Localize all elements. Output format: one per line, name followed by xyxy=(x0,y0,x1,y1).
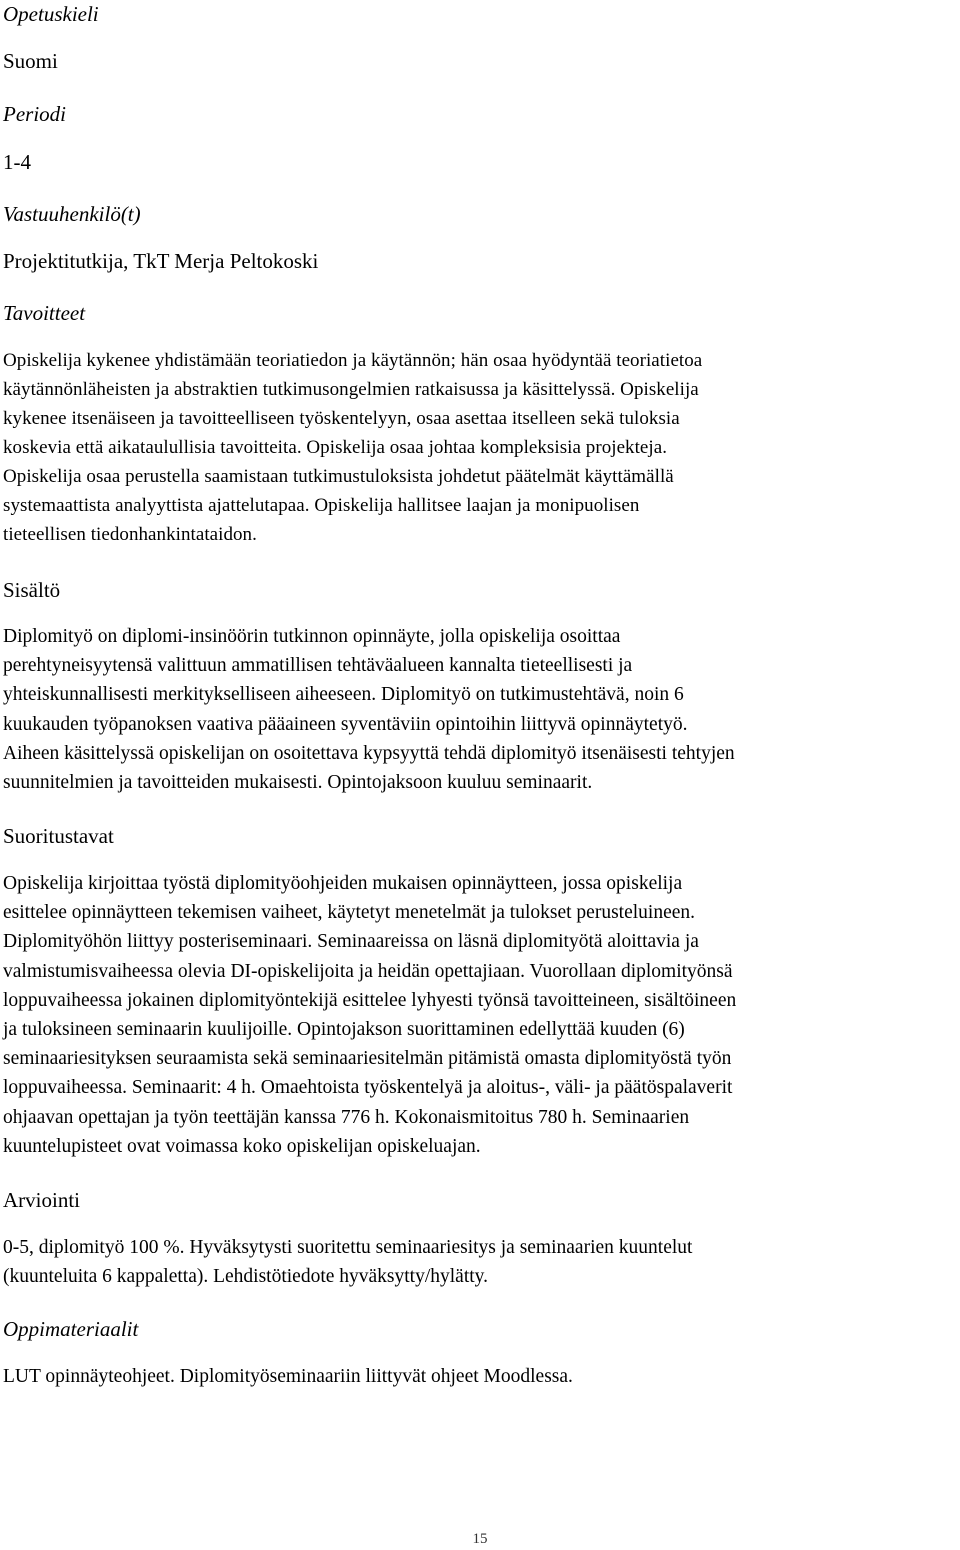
responsible-value-block xyxy=(3,248,318,274)
goals-paragraph xyxy=(3,346,702,549)
section-content xyxy=(3,577,60,603)
content-line: yhteiskunnallisesti merkitykselliseen aiheeseen. Diplomityö on tutkimustehtävä, noin 6 xyxy=(3,684,684,706)
section-period xyxy=(3,101,66,127)
section-methods xyxy=(3,823,114,849)
goals-line: kykenee itsenäiseen ja tavoitteelliseen työskentelyyn, osaa asettaa itselleen sekä tuloksia xyxy=(3,408,680,429)
methods-line: loppuvaiheessa. Seminaarit: 4 h. Omaehtoista työskentelyä ja aloitus-, väli- ja päätöspalaverit xyxy=(3,1077,733,1099)
goals-line: koskevia että aikataulullisia tavoitteita. Opiskelija osaa johtaa kompleksisia projekteja. xyxy=(3,437,668,458)
content-heading: Sisältö xyxy=(3,578,61,602)
language-value: Suomi xyxy=(3,49,58,73)
responsible-heading: Vastuuhenkilö(t) xyxy=(3,202,141,226)
materials-line: LUT opinnäyteohjeet. Diplomityöseminaariin liittyvät ohjeet Moodlessa. xyxy=(3,1366,573,1387)
methods-line: esittelee opinnäytteen tekemisen vaiheet, käytetyt menetelmät ja tulokset perusteluineen. xyxy=(3,902,696,924)
methods-line: valmistumisvaiheessa olevia DI-opiskelijoita ja heidän opettajiaan. Vuorollaan diplomityönsä xyxy=(3,960,733,982)
methods-line: kuuntelupisteet ovat voimassa koko opiskelijan opiskeluajan. xyxy=(3,1135,481,1157)
section-language xyxy=(3,1,99,27)
materials-paragraph xyxy=(3,1362,573,1391)
period-value: 1-4 xyxy=(3,150,31,174)
language-heading: Opetuskieli xyxy=(3,2,99,26)
methods-line: ja tuloksineen seminaarin kuulijoille. Opintojakson suorittaminen edellyttää kuuden (6) xyxy=(3,1019,685,1041)
methods-heading: Suoritustavat xyxy=(3,824,114,848)
methods-line: Opiskelija kirjoittaa työstä diplomityöohjeiden mukaisen opinnäytteen, jossa opiskelija xyxy=(3,873,683,894)
content-paragraph xyxy=(3,622,735,797)
goals-line: tieteellisen tiedonhankintataidon. xyxy=(3,524,257,545)
assessment-line: 0-5, diplomityö 100 %. Hyväksytysti suoritettu seminaariesitys ja seminaarien kuuntelut xyxy=(3,1237,693,1258)
assessment-heading: Arviointi xyxy=(3,1188,80,1212)
methods-line: ohjaavan opettajan ja työn teettäjän kanssa 776 h. Kokonaismitoitus 780 h. Seminaarien xyxy=(3,1106,690,1128)
assessment-line: (kuunteluita 6 kappaletta). Lehdistötiedote hyväksytty/hylätty. xyxy=(3,1266,489,1288)
goals-line: systemaattista analyyttista ajattelutapaa. Opiskelija hallitsee laajan ja monipuolisen xyxy=(3,495,640,516)
content-line: Diplomityö on diplomi-insinöörin tutkinnon opinnäyte, jolla opiskelija osoittaa xyxy=(3,626,621,647)
content-line: Aiheen käsittelyssä opiskelijan on osoitettava kypsyyttä tehdä diplomityö itsenäisesti tehtyjen xyxy=(3,742,735,764)
section-responsible xyxy=(3,201,141,227)
goals-line: Opiskelija osaa perustella saamistaan tutkimustuloksista johdetut päätelmät käyttämällä xyxy=(3,466,674,487)
period-heading: Periodi xyxy=(3,102,66,126)
responsible-value: Projektitutkija, TkT Merja Peltokoski xyxy=(3,249,319,273)
assessment-paragraph xyxy=(3,1233,692,1291)
content-line: perehtyneisyytensä valittuun ammatillisen tehtäväalueen kannalta tieteellisesti ja xyxy=(3,655,633,677)
content-line: kuukauden työpanoksen vaativa pääaineen syventäviin opintoihin liittyvä opinnäytetyö. xyxy=(3,713,688,735)
section-materials xyxy=(3,1316,138,1342)
methods-paragraph xyxy=(3,869,736,1161)
period-value-block xyxy=(3,149,31,175)
section-goals xyxy=(3,300,85,326)
goals-line: Opiskelija kykenee yhdistämään teoriatiedon ja käytännön; hän osaa hyödyntää teoriatietoa xyxy=(3,350,703,371)
section-assessment xyxy=(3,1187,80,1213)
language-value-block xyxy=(3,48,58,74)
methods-line: seminaariesityksen seuraamista sekä seminaariesitelmän pitämistä omasta diplomityöstä työn xyxy=(3,1048,732,1070)
content-line: suunnitelmien ja tavoitteiden mukaisesti. Opintojaksoon kuuluu seminaarit. xyxy=(3,772,593,794)
goals-heading: Tavoitteet xyxy=(3,301,86,325)
page-number: 15 xyxy=(472,1531,488,1547)
methods-line: loppuvaiheessa jokainen diplomityöntekijä esittelee lyhyesti työnsä tavoitteineen, sisältöineen xyxy=(3,989,737,1011)
goals-line: käytännönläheisten ja abstraktien tutkimusongelmien ratkaisussa ja käsittelyssä. Opiskelija xyxy=(3,379,699,400)
methods-line: Diplomityöhön liittyy posteriseminaari. Seminaareissa on läsnä diplomityötä aloittavia ja xyxy=(3,931,699,953)
materials-heading: Oppimateriaalit xyxy=(3,1317,139,1341)
